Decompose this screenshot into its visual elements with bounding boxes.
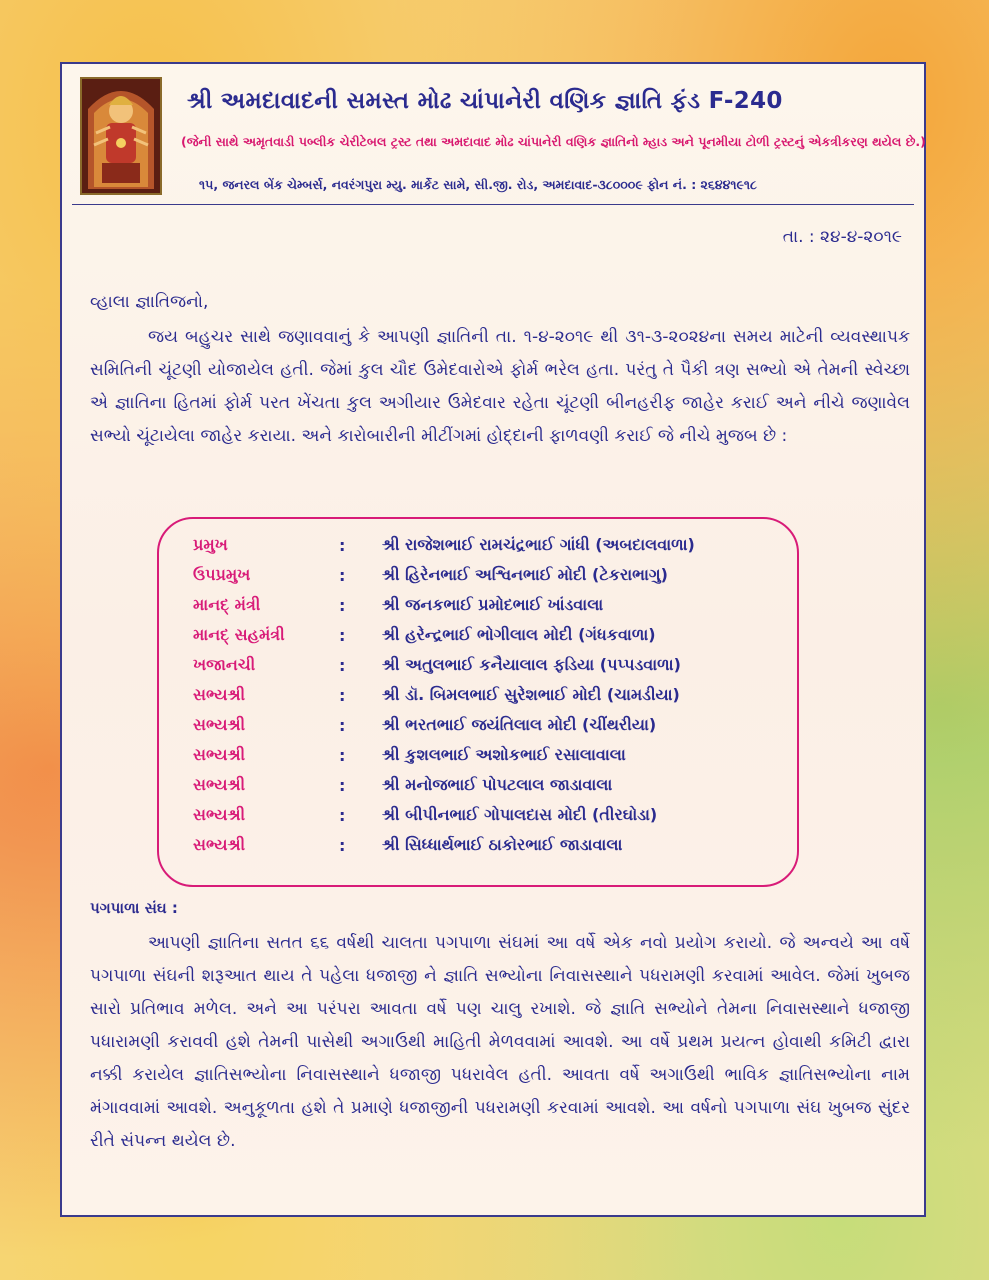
committee-role: સભ્યશ્રી xyxy=(193,835,246,854)
separator: : xyxy=(339,595,346,615)
padyatra-paragraph: આપણી જ્ઞાતિના સતત ૬૬ વર્ષથી ચાલતા પગપાળા સંઘમાં આ વર્ષે એક નવો પ્રયોગ કરાયો. જે અન્વયે આ વર્ષે પગપાળા સંઘની શરૂઆત થાય તે પહેલા ધજાજી ને જ્ઞાતિ સભ્યોના નિવાસસ્થાને પધરામણી કરવામાં આવેલ. જેમાં ખુબજ સારો પ્રતિભાવ મળેલ. અને આ પરંપરા આવતા વર્ષે પણ ચાલુ રખાશે. જે જ્ઞાતિ સભ્યોને તેમના નિવાસસ્થાને ધજાજી પધારામણી કરાવવી હશે તેમની પાસેથી અગાઉથી માહિતી મેળવવામાં આવશે. આ વર્ષે પ્રથમ પ્રયત્ન હોવાથી કમિટી દ્વારા નક્કી કરાયેલ જ્ઞાતિસભ્યોના નિવાસસ્થાને ધજાજી પધરાવેલ હતી. આવતા વર્ષે અગાઉથી ભાવિક જ્ઞાતિસભ્યોના નામ મંગાવવામાં આવશે. અનુકૂળતા હશે તે પ્રમાણે ધજાજીની પધરામણી કરવામાં આવશે. આ વર્ષનો પગપાળા સંઘ ખુબજ સુંદર રીતે સંપન્ન થયેલ છે. xyxy=(90,933,910,1151)
separator: : xyxy=(339,685,346,705)
committee-role: સભ્યશ્રી xyxy=(193,745,246,764)
list-item xyxy=(159,740,797,770)
list-item xyxy=(159,770,797,800)
committee-role: સભ્યશ્રી xyxy=(193,775,246,794)
letter-date: તા. : ૨૪-૪-૨૦૧૯ xyxy=(782,227,902,247)
committee-member-name: શ્રી મનોજભાઈ પોપટલાલ જાડાવાલા xyxy=(382,775,613,794)
committee-member-name: શ્રી ડૉ. બિમલભાઈ સુરેશભાઈ મોદી (ચામડીયા) xyxy=(382,685,680,704)
separator: : xyxy=(339,655,346,675)
list-item xyxy=(159,620,797,650)
org-title: શ્રી અમદાવાદની સમસ્ત મોઢ ચાંપાનેરી વણિક જ્ઞાતિ ફંડ F-240 xyxy=(187,88,783,114)
goddess-icon xyxy=(82,79,160,193)
committee-role: માનદ્ મંત્રી xyxy=(193,595,261,614)
separator: : xyxy=(339,565,346,585)
committee-member-name: શ્રી બીપીનભાઈ ગોપાલદાસ મોદી (તીરઘોડા) xyxy=(382,805,658,824)
separator: : xyxy=(339,835,346,855)
separator: : xyxy=(339,745,346,765)
committee-member-name: શ્રી અતુલભાઈ કનૈયાલાલ ફડિયા (પપ્પડવાળા) xyxy=(382,655,681,674)
separator: : xyxy=(339,715,346,735)
committee-member-name: શ્રી ભરતભાઈ જયંતિલાલ મોદી (ચીંથરીયા) xyxy=(382,715,657,734)
committee-member-name: શ્રી રાજેશભાઈ રામચંદ્રભાઈ ગાંધી (અબદાલવાળા) xyxy=(382,535,695,554)
committee-role: ઉપપ્રમુખ xyxy=(193,565,251,584)
committee-member-name: શ્રી જનકભાઈ પ્રમોદભાઈ ખાંડવાલા xyxy=(382,595,604,614)
list-item xyxy=(159,590,797,620)
committee-role: સભ્યશ્રી xyxy=(193,715,246,734)
committee-role: ખજાનચી xyxy=(193,655,256,674)
committee-role: માનદ્ સહમંત્રી xyxy=(193,625,285,644)
org-subtitle: (જેની સાથે અમૃતવાડી પબ્લીક ચેરીટેબલ ટ્રસ્ટ તથા અમદાવાદ મોઢ ચાંપાનેરી વણિક જ્ઞાતિનો મ્હાડ અને પૂનમીયા ટોળી ટ્રસ્ટનું એકત્રીકરણ થયેલ છે.) xyxy=(181,134,926,149)
list-item xyxy=(159,560,797,590)
header-divider xyxy=(72,204,914,205)
list-item xyxy=(159,830,797,860)
letter-frame xyxy=(60,62,926,1217)
list-item xyxy=(159,800,797,830)
committee-member-name: શ્રી કુશલભાઈ અશોકભાઈ રસાલાવાલા xyxy=(382,745,626,764)
separator: : xyxy=(339,535,346,555)
committee-member-name: શ્રી હિરેનભાઈ અશ્વિનભાઈ મોદી (ટેકરાભાગુ) xyxy=(382,565,668,584)
committee-role: સભ્યશ્રી xyxy=(193,805,246,824)
committee-list xyxy=(157,517,799,887)
separator: : xyxy=(339,805,346,825)
list-item xyxy=(159,680,797,710)
salutation: વ્હાલા જ્ઞાતિજનો, xyxy=(90,292,209,312)
list-item xyxy=(159,650,797,680)
committee-member-name: શ્રી સિધ્ધાર્થભાઈ ઠાકોરભાઈ જાડાવાલા xyxy=(382,835,623,854)
separator: : xyxy=(339,775,346,795)
list-item xyxy=(159,530,797,560)
committee-role: સભ્યશ્રી xyxy=(193,685,246,704)
committee-role: પ્રમુખ xyxy=(193,535,228,554)
separator: : xyxy=(339,625,346,645)
intro-paragraph: જય બહુચર સાથે જણાવવાનું કે આપણી જ્ઞાતિની તા. ૧-૪-૨૦૧૯ થી ૩૧-૩-૨૦૨૪ના સમય માટેની વ્યવસ્થાપક સમિતિની ચૂંટણી યોજાયેલ હતી. જેમાં કુલ ચૌદ ઉમેદવારોએ ફોર્મ ભરેલ હતા. પરંતુ તે પૈકી ત્રણ સભ્યો એ તેમની સ્વેચ્છા એ જ્ઞાતિના હિતમાં ફોર્મ પરત ખેંચતા કુલ અગીયાર ઉમેદવાર રહેતા ચૂંટણી બીનહરીફ જાહેર કરાઈ અને નીચે જણાવેલ સભ્યો ચૂંટાયેલા જાહેર કરાયા. અને કારોબારીની મીટીંગમાં હોદ્દાની ફાળવણી કરાઈ જે નીચે મુજબ છે : xyxy=(90,327,910,446)
deity-image xyxy=(80,77,162,195)
section-heading: પગપાળા સંઘ : xyxy=(90,899,178,917)
committee-member-name: શ્રી હરેન્દ્રભાઈ ભોગીલાલ મોદી (ગંધકવાળા) xyxy=(382,625,656,644)
org-address: ૧૫, જનરલ બેંક ચેમ્બર્સ, નવરંગપુરા મ્યુ. માર્કેટ સામે, સી.જી. રોડ, અમદાવાદ-૩૮૦૦૦૯ ફોન નં. : ૨૬૪૪૧૯૧૮ xyxy=(199,177,757,192)
list-item xyxy=(159,710,797,740)
